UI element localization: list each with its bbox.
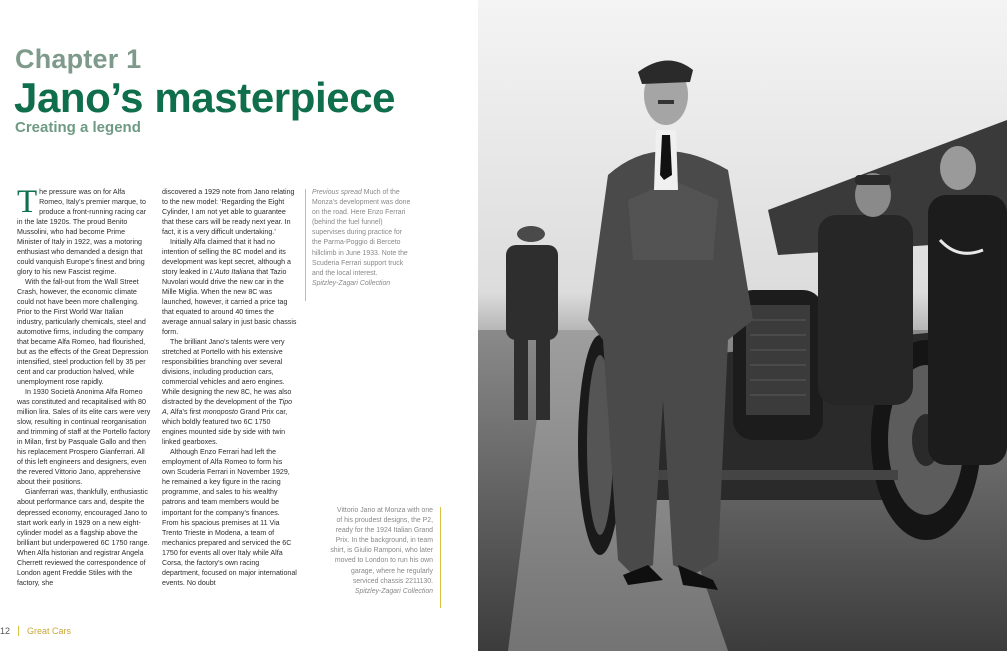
chapter-subtitle: Creating a legend xyxy=(15,119,141,136)
paragraph: discovered a 1929 note from Jano relating to the new model: ‘Regarding the Eight Cylinder, I am not yet able to guarantee that these cars will be ready next year. In fact, it is a very difficult undertaking.’ xyxy=(162,188,295,237)
paragraph: Although Enzo Ferrari had left the employment of Alfa Romeo to form his own Scuderia Ferrari in November 1929, he remained a key figure in the racing programme, and sales to his wealthy patrons and team members would be important for the company’s finances. From his spacious premises at 11 Via Trento Trieste in Modena, a team of mechanics prepared and serviced the 6C 1750 for events all over Italy while Alfa Corsa, the factory’s own racing department, focused on major international events. No doubt xyxy=(162,448,297,587)
italic-term: monoposto xyxy=(202,408,238,417)
page-number: 12 xyxy=(0,626,11,636)
paragraph-text: Grand Prix car, which boldly featured two 6C 1750 engines mounted side by side with twin linked gearboxes. xyxy=(162,408,288,447)
caption-credit: Spitzley-Zagari Collection xyxy=(354,587,433,595)
italic-title: L’Auto Italiana xyxy=(209,268,255,277)
paragraph: In 1930 Società Anonima Alfa Romeo was constituted and recapitalised with 80 million lira. Sales of its elite cars were very slow, resulting in continual reorganisation and trimming of staff at the Portello factory in Milan, first by Pasquale Gallo and then his replacement Prospero Gianferrari. All of this left engineers and designers, even the revered Vittorio Jano, apprehensive about their positions. xyxy=(17,388,151,487)
caption-text: Vittorio Jano at Monza with one of his proudest designs, the P2, ready for the 1924 Italian Grand Prix. In the background, in team shirt, is Giulio Ramponi, who later moved to London to run his own garage, where he regularly serviced chassis 2211130. xyxy=(330,507,433,585)
chapter-title: Jano’s masterpiece xyxy=(14,74,396,121)
paragraph xyxy=(162,337,297,447)
caption-text: Much of the Monza’s development was done on the road. Here Enzo Ferrari (behind the fuel funnel) supervises during practice for the Parma-Poggio di Berceto hillclimb in June 1933. Note the Scuderia Ferrari support truck and the local interest. xyxy=(312,189,411,277)
paragraph-text: that Tazio Nuvolari would drive the new car in the Mille Miglia. When the new 8C was launched, however, it carried a price tag that equated to around 40 times the average annual salary in just basic chassis form. xyxy=(162,268,297,337)
photo-caption xyxy=(330,506,433,597)
previous-spread-caption xyxy=(312,188,412,289)
drop-cap: T xyxy=(17,184,38,220)
running-title: Great Cars xyxy=(27,626,72,636)
paragraph xyxy=(162,237,297,337)
body-column-2 xyxy=(162,187,297,588)
paragraph-text: , Alfa’s first xyxy=(166,408,203,417)
caption-rule xyxy=(440,507,441,608)
archival-photo xyxy=(478,0,1007,651)
caption-credit: Spitzley-Zagari Collection xyxy=(312,279,391,287)
paragraph: Gianferrari was, thankfully, enthusiastic about performance cars and, despite the depressed economy, encouraged Jano to start work early in 1929 on a new eight-cylinder model as a flagship above the brilliant but underpowered 6C 1750 range. When Alfa historian and registrar Angela Cherrett reviewed the correspondence of London agent Freddie Stiles with the factory, she xyxy=(17,488,150,587)
caption-rule xyxy=(305,189,306,301)
body-column-1 xyxy=(17,184,151,588)
chapter-label: Chapter 1 xyxy=(15,44,142,74)
paragraph-text: The brilliant Jano’s talents were very stretched at Portello with his extensive responsibilities branching over several divisions, including production cars, commercial vehicles and aero engines. While designing the new 8C, he was also distracted by the development of the xyxy=(162,338,292,407)
paragraph-text: Initially Alfa claimed that it had no intention of selling the 8C model and its development was kept secret, although a story leaked in xyxy=(162,238,291,277)
paragraph-text: he pressure was on for Alfa Romeo, Italy’s premier marque, to produce a front-running racing car in the late 1920s. The proud Benito Mussolini, who had become Prime Minister of Italy in 1922, was a motoring enthusiast who demanded a design that could vanquish Europe’s finest and bring glory to his new Fascist regime. xyxy=(17,188,147,277)
paragraph: With the fall-out from the Wall Street Crash, however, the economic climate could not have been more challenging. Prior to the First World War Italian industry, particularly chemicals, steel and automotive firms, including the company that became Alfa Romeo, had flourished, but as the effects of the Great Depression intensified, steel production fell by 35 per cent and car production halved, while unemployment rose rapidly. xyxy=(17,278,149,387)
italic-term: Tipo A xyxy=(162,398,293,417)
footer-divider xyxy=(18,626,19,636)
paragraph xyxy=(17,184,151,277)
caption-label: Previous spread xyxy=(312,189,362,196)
left-page xyxy=(0,0,478,651)
page-footer xyxy=(0,626,71,636)
